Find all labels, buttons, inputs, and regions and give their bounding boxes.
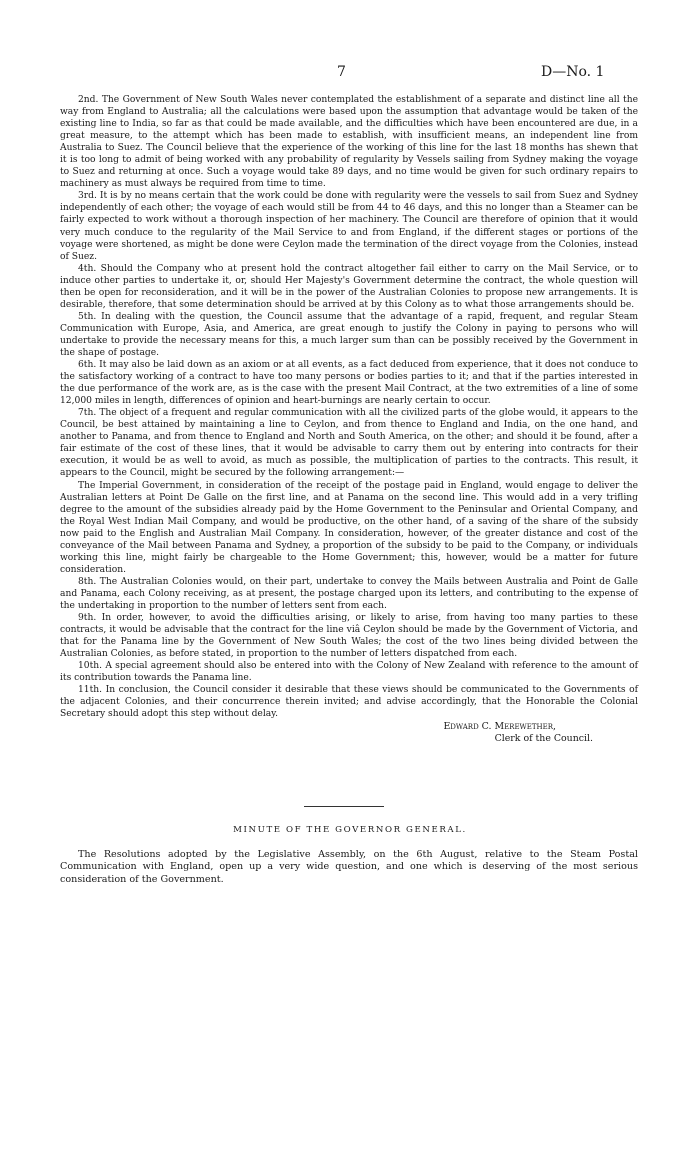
signatory-title: Clerk of the Council.: [494, 733, 593, 744]
paragraph-3rd: 3rd. It is by no means certain that the work could be done with regularity were the vessels to sail from Suez and Sydney independently of each other; the voyage of each would still be from 44 to 46 days, and this no longer than a Steamer can be fairly expected to work without a thorough inspection of her machinery. The Council are therefore of opinion that it would very much conduce to the regularity of the Mail Service to and from England, if the different stages or portions of the voyage were shortened, as might be done were Ceylon made the termination of the direct voyage from the Colonies, instead of Suez.: [60, 191, 638, 262]
paragraph-5th: 5th. In dealing with the question, the Council assume that the advantage of a rapid, frequent, and regular Steam Communication with Europe, Asia, and America, are great enough to justify the Colony in paying to persons who will undertake to provide the necessary means for this, a much larger sum than can be possibly received by the Government in the shape of postage.: [60, 311, 638, 358]
council-minute-body: [60, 94, 638, 720]
signatory-name: Edward C. Merewether,: [443, 721, 556, 732]
minute-heading: MINUTE OF THE GOVERNOR GENERAL.: [233, 825, 467, 835]
paragraph-9th: 9th. In order, however, to avoid the difficulties arising, or likely to arise, from having too many parties to these contracts, it would be advisable that the contract for the line viâ Ceylon should be made by the Government of Victoria, and that for the Panama line by the Government of New South Wales; the cost of the two lines being divided between the Australian Colonies, as before stated, in proportion to the number of letters dispatched from each.: [60, 613, 638, 660]
paragraph-6th: 6th. It may also be laid down as an axiom or at all events, as a fact deduced from experience, that it does not conduce to the satisfactory working of a contract to have too many persons or bodies parties to it; and that if the parties interested in the due performance of the work are, as is the case with the present Mail Contract, at the two extremities of a line of some 12,000 miles in length, differences of opinion and heart-burnings are nearly certain to occur.: [60, 360, 638, 407]
paragraph-imperial-government: The Imperial Government, in consideration of the receipt of the postage paid in England, would engage to deliver the Australian letters at Point De Galle on the first line, and at Panama on the second line. This would add in a very trifling degree to the amount of the subsidies already paid by the Home Government to the Peninsular and Oriental Company, and the Royal West Indian Mail Company, and would be productive, on the other hand, of a saving of the share of the subsidy now paid to the English and Australian Mail Company. In consideration, however, of the greater distance and cost of the conveyance of the Mail between Panama and Sydney, a proportion of the subsidy to be paid to the Company, or individuals working this line, might fairly be chargeable to the Home Government; this, however, would be a matter for future consideration.: [60, 480, 638, 575]
section-divider: [304, 806, 384, 807]
paragraph-11th: 11th. In conclusion, the Council consider it desirable that these views should be communicated to the Governments of the adjacent Colonies, and their concurrence therein invited; and advise accordingly, that the Honorable the Colonial Secretary should adopt this step without delay.: [60, 685, 638, 720]
paragraph-7th: 7th. The object of a frequent and regular communication with all the civilized parts of the globe would, it appears to the Council, be best attained by maintaining a line to Ceylon, and from thence to England and India, on the one hand, and another to Panama, and from thence to England and North and South America, on the other; and should it be found, after a fair estimate of the cost of these lines, that it would be advisable to carry them out by entering into contracts for their execution, it would be as well to avoid, as much as possible, the multiplication of parties to the contracts. This result, it appears to the Council, might be secured by the following arrangement:—: [60, 408, 638, 479]
governor-minute-body: [60, 849, 638, 886]
paragraph-10th: 10th. A special agreement should also be entered into with the Colony of New Zealand with reference to the amount of its contribution towards the Panama line.: [60, 661, 638, 684]
page-number: 7: [337, 64, 346, 80]
signature-block: [60, 721, 638, 745]
paragraph-2nd: 2nd. The Government of New South Wales never contemplated the establishment of a separate and distinct line all the way from England to Australia; all the calculations were based upon the assumption that advantage would be taken of the existing line to India, so far as that could be made available, and the difficulties which have been encountered are due, in a great measure, to the attempt which has been made to establish, with insufficient means, an independent line from Australia to Suez. The Council believe that the experience of the working of this line for the last 18 months has shewn that it is too long to admit of being worked with any probability of regularity by Vessels sailing from Sydney making the voyage to Suez and returning at once. Such a voyage would take 89 days, and no time would be given for such ordinary repairs to machinery as must always be required from time to time.: [60, 95, 638, 190]
paragraph-4th: 4th. Should the Company who at present hold the contract altogether fail either to carry on the Mail Service, or to induce other parties to undertake it, or, should Her Majesty's Government determine the contract, the whole question will then be open for reconsideration, and it will be in the power of the Australian Colonies to propose new arrangements. It is desirable, therefore, that some determination should be arrived at by this Colony as to what those arrangements should be.: [60, 263, 638, 310]
page-header: [0, 64, 700, 84]
document-reference: D—No. 1: [541, 64, 605, 80]
paragraph-8th: 8th. The Australian Colonies would, on their part, undertake to convey the Mails between Australia and Point de Galle and Panama, each Colony receiving, as at present, the postage charged upon its letters, and contributing to the expense of the undertaking in proportion to the number of letters sent from each.: [60, 576, 638, 611]
minute-paragraph: The Resolutions adopted by the Legislative Assembly, on the 6th August, relative to the Steam Postal Communication with England, open up a very wide question, and one which is deserving of the most serious consideration of the Government.: [60, 849, 638, 885]
